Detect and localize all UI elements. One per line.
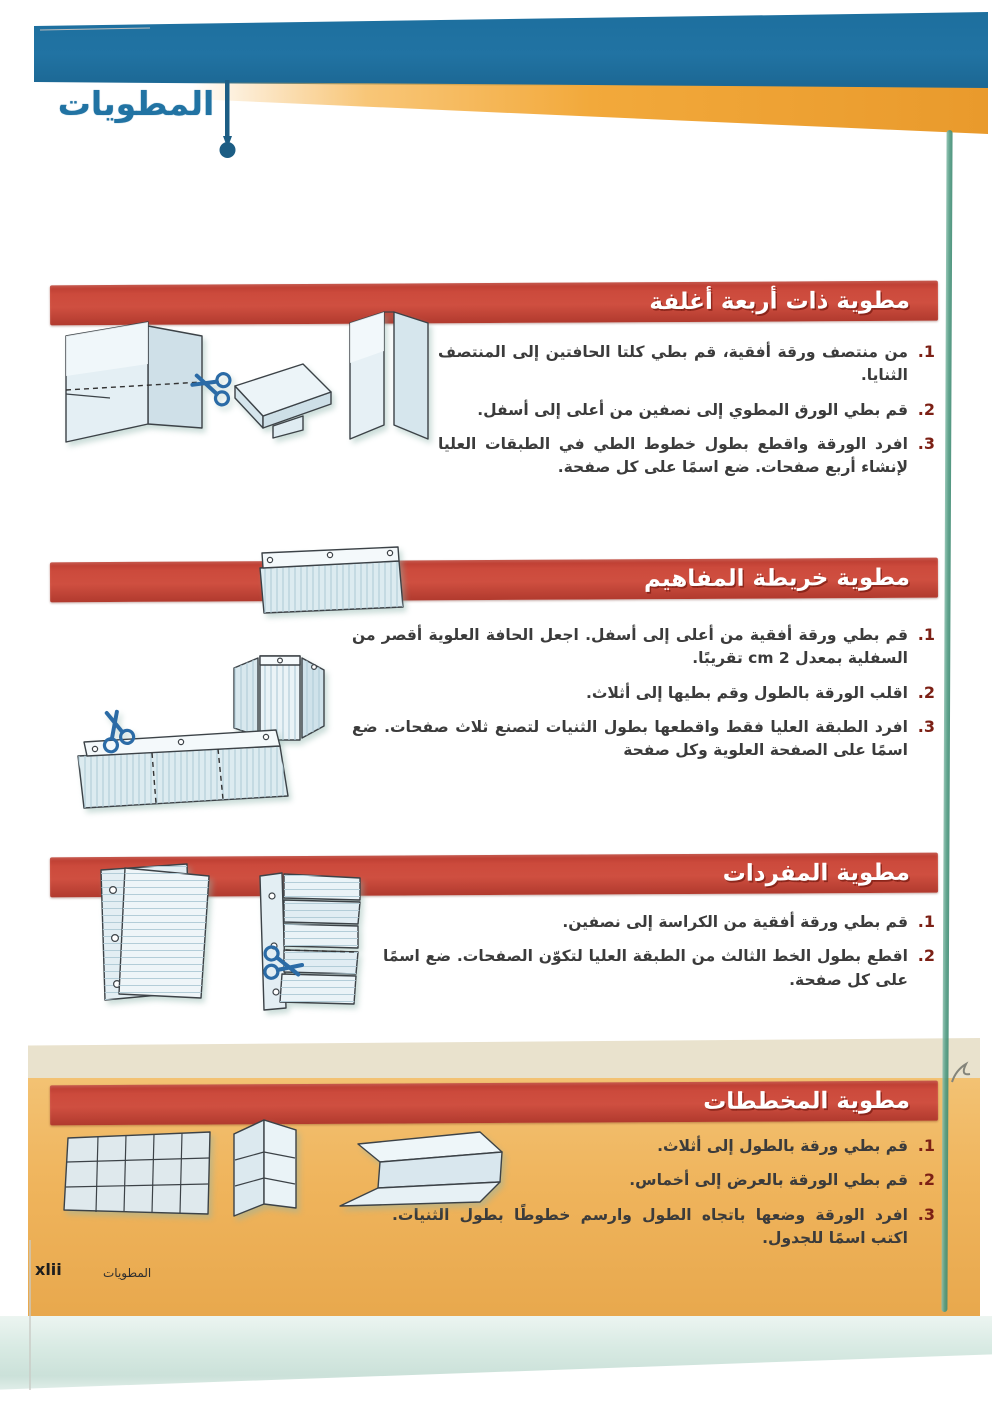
step-row bbox=[438, 341, 935, 388]
illustration-shutter-fold-cut bbox=[50, 306, 235, 461]
title-rule bbox=[225, 80, 230, 140]
step-text: قم بطي ورقة أفقية من أعلى إلى أسفل. اجعل الحافة العلوية أقصر من السفلية بمعدل 2 cm تقريبًا. bbox=[352, 626, 908, 668]
illustration-notebook-flaps-cut bbox=[250, 858, 372, 1016]
illustration-flat-half-fold bbox=[225, 348, 340, 440]
step-row bbox=[383, 945, 935, 992]
step-number: 2. bbox=[917, 946, 935, 966]
title-rule-drop bbox=[220, 142, 236, 158]
step-number: 3. bbox=[917, 1204, 935, 1224]
illustration-grid-sheet bbox=[58, 1124, 218, 1222]
step-number: 1. bbox=[917, 625, 935, 644]
step-text: قم بطي الورقة بالعرض إلى أخماس. bbox=[629, 1171, 908, 1190]
illustration-standing-shutter-fold bbox=[340, 303, 440, 448]
step-row bbox=[438, 399, 935, 422]
step-number: 1. bbox=[917, 912, 935, 931]
section-banner-concept-map bbox=[50, 558, 938, 603]
illustration-notebook-half-fold bbox=[83, 856, 233, 1006]
illustration-folded-column bbox=[220, 1110, 320, 1222]
step-text: قم بطي الورق المطوي إلى نصفين من أعلى إلى أسفل. bbox=[477, 400, 908, 419]
page-bottom-edge-band bbox=[0, 1316, 992, 1396]
step-number: 2. bbox=[917, 1170, 935, 1190]
step-text: من منتصف ورقة أفقية، قم بطي كلتا الحافتين إلى المنتصف الثنايا. bbox=[438, 343, 908, 385]
section-banner-charts bbox=[50, 1081, 938, 1126]
step-number: 3. bbox=[917, 433, 935, 453]
scan-left-edge-line bbox=[29, 1240, 31, 1390]
footer-section-label: المطويات bbox=[103, 1266, 152, 1280]
step-row bbox=[352, 716, 935, 763]
step-row bbox=[383, 911, 935, 934]
header-orange-band bbox=[192, 82, 988, 134]
steps-four-covers bbox=[438, 341, 935, 490]
step-text: افرد الورقة وضعها باتجاه الطول وارسم خطوطًا بطول الثنيات. اكتب اسمًا للجدول. bbox=[392, 1205, 908, 1247]
step-number: 1. bbox=[917, 342, 935, 361]
illustration-z-fold bbox=[328, 1124, 510, 1208]
step-text: قم بطي ورقة أفقية من الكراسة إلى نصفين. bbox=[562, 913, 908, 931]
step-number: 3. bbox=[917, 716, 935, 736]
step-text: افرد الطبقة العليا فقط واقطعها بطول الثنيات لتصنع ثلاث صفحات. ضع اسمًا على الصفحة العلوية وكل صفحة bbox=[352, 717, 908, 759]
step-text: افرد الورقة واقطع بطول خطوط الطي في الطبقات العليا لإنشاء أربع صفحات. ضع اسمًا على كل صفحة. bbox=[438, 434, 908, 476]
page-title: المطويات bbox=[57, 84, 215, 123]
illustration-layered-sheet bbox=[256, 543, 406, 615]
step-text: قم بطي ورقة بالطول إلى أثلاث. bbox=[657, 1137, 908, 1155]
page-number: xlii bbox=[35, 1260, 62, 1279]
cream-transition-strip bbox=[28, 1038, 980, 1080]
step-number: 1. bbox=[917, 1136, 935, 1155]
step-text: اقلب الورقة بالطول وقم بطيها إلى أثلاث. bbox=[585, 683, 908, 702]
section-title: مطوية ذات أربعة أغلفة bbox=[649, 287, 911, 316]
step-row bbox=[438, 433, 935, 480]
section-title: مطوية خريطة المفاهيم bbox=[643, 564, 911, 593]
section-title: مطوية المخططات bbox=[703, 1087, 911, 1115]
steps-concept-map bbox=[352, 624, 935, 773]
step-row bbox=[392, 1204, 935, 1251]
section-title: مطوية المفردات bbox=[722, 859, 911, 887]
step-row bbox=[352, 682, 935, 705]
step-text: اقطع بطول الخط الثالث من الطبقة العليا لتكوّن الصفحات. ضع اسمًا على كل صفحة. bbox=[383, 947, 908, 989]
step-number: 2. bbox=[917, 399, 935, 419]
illustration-cut-flaps-wide bbox=[70, 698, 300, 812]
pencil-mark bbox=[946, 1052, 986, 1092]
step-row bbox=[352, 624, 935, 671]
step-number: 2. bbox=[917, 682, 935, 702]
steps-vocabulary bbox=[383, 911, 935, 1003]
